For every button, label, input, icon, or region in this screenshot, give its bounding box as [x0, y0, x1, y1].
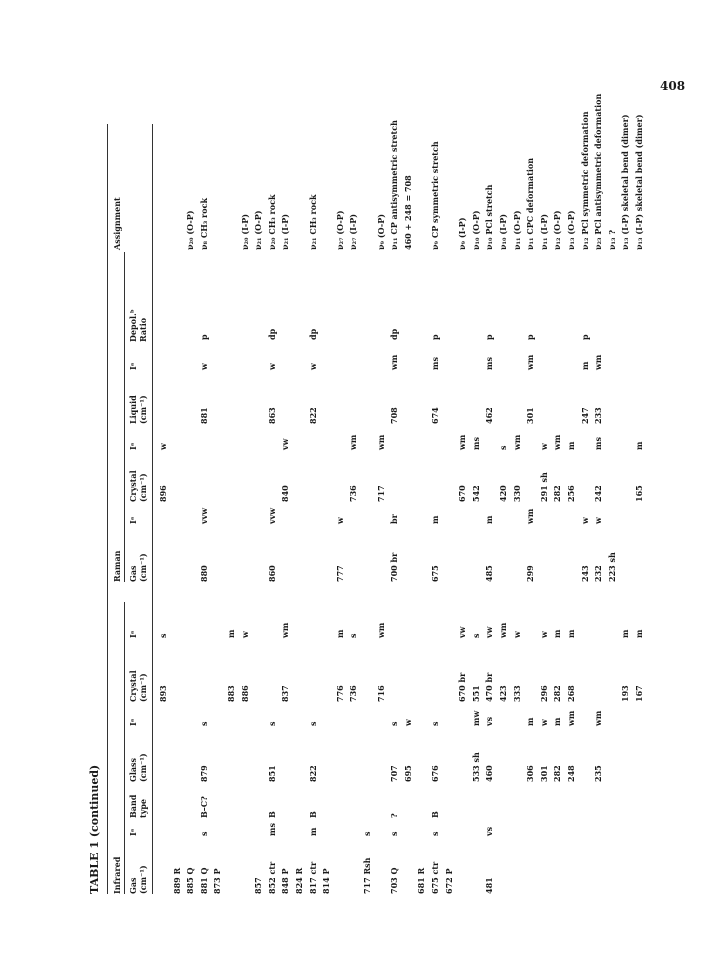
cell-assign: ν₈ CH₃ rock [198, 197, 209, 250]
cell-glass: 282 [552, 765, 563, 782]
cell-assign: ν₂₁ (O-P) [253, 210, 264, 250]
cell-ir-i: m [307, 827, 318, 836]
cell-glass-i: m [552, 717, 563, 726]
cell-band: B [430, 811, 440, 818]
cell-glass-i: w [538, 719, 549, 726]
cell-assign: ν₁₁ CP antisymmetric stretch [389, 120, 400, 250]
cell-assign: ν₂₁ CH₃ rock [307, 194, 318, 250]
cell-r-crystal: 291 sh [538, 472, 549, 502]
cell-assign: ν₁₂ PCl symmetric deformation [579, 111, 590, 250]
cell-crystal: 886 [239, 685, 250, 702]
col-ir-gas-unit: (cm⁻¹) [138, 865, 148, 894]
page-number: 408 [660, 79, 686, 93]
cell-assign: ν₉ (I-P) [457, 217, 468, 250]
cell-glass: 695 [402, 765, 413, 782]
cell-glass-i: m [525, 717, 536, 726]
col-r-gas-i: Iᵃ [128, 516, 138, 524]
cell-glass: 822 [307, 765, 318, 782]
cell-crystal-i: w [511, 631, 522, 638]
cell-crystal: 670 br [457, 672, 468, 702]
col-crystal-i: Iᵃ [128, 630, 138, 638]
cell-r-gas: 777 [334, 565, 345, 582]
cell-crystal-i: w [239, 631, 250, 638]
col-glass: Glass [128, 757, 138, 782]
cell-glass: 676 [430, 765, 440, 782]
cell-r-gas-i: vvw [266, 507, 277, 524]
cell-ir-gas: 852 ctr [266, 861, 277, 894]
cell-glass: 707 [389, 765, 400, 782]
cell-glass: 248 [566, 765, 576, 782]
cell-ir-gas: 672 P [443, 868, 454, 894]
cell-glass-i: s [389, 721, 400, 726]
cell-depol: dp [389, 328, 400, 340]
cell-assign: ν₁₃ (I-P) skeletal bend (dimer) [634, 114, 644, 250]
cell-liquid-i: ms [430, 357, 440, 370]
cell-crystal-i: m [566, 629, 576, 638]
group-raman: Raman [112, 550, 122, 582]
col-r-crystal-unit: (cm⁻¹) [138, 473, 148, 502]
col-r-crystal-i: Iᵃ [128, 442, 138, 450]
col-depol: Depol.ᵇ [128, 309, 138, 342]
cell-ir-gas: 703 Q [389, 867, 400, 894]
cell-r-crystal: 736 [348, 485, 359, 502]
cell-assign: ν₁₁ (O-P) [511, 210, 522, 250]
cell-liquid-i: m [579, 361, 590, 370]
cell-crystal-i: w [538, 631, 549, 638]
cell-r-gas-i: w [579, 517, 590, 524]
cell-glass-i: s [430, 721, 440, 726]
cell-assign: ν₂₀ (I-P) [239, 214, 250, 250]
col-depol-ratio: Ratio [138, 317, 148, 342]
col-liquid-i: Iᵃ [128, 362, 138, 370]
cell-ir-gas: 857 [253, 877, 264, 894]
cell-liquid: 863 [266, 407, 277, 424]
cell-glass-i: wm [593, 710, 604, 726]
cell-ir-i: ms [266, 823, 277, 836]
cell-ir-gas: 481 [484, 877, 495, 894]
cell-r-gas-i: m [430, 515, 440, 524]
cell-r-gas: 243 [579, 565, 590, 582]
col-crystal: Crystal [128, 670, 138, 702]
col-liquid-unit: (cm⁻¹) [138, 395, 148, 424]
cell-liquid-i: w [266, 363, 277, 370]
cell-ir-i: s [362, 831, 372, 836]
cell-depol: p [198, 334, 209, 340]
cell-assign: ν₁₀ (O-P) [470, 210, 481, 250]
cell-crystal: 893 [158, 685, 168, 702]
table-title: TABLE 1 (continued) [88, 764, 101, 894]
cell-r-crystal-i: wm [511, 434, 522, 450]
cell-liquid-i: w [198, 363, 209, 370]
cell-crystal: 268 [566, 685, 576, 702]
cell-liquid: 247 [579, 407, 590, 424]
cell-ir-gas: 885 Q [185, 867, 196, 894]
cell-ir-gas: 681 R [416, 867, 427, 894]
cell-band: B [266, 811, 277, 818]
cell-crystal: 193 [620, 685, 631, 702]
cell-crystal: 282 [552, 685, 563, 702]
cell-liquid: 822 [307, 407, 318, 424]
cell-r-crystal-i: w [538, 443, 549, 450]
cell-assign: ν₁₁ (I-P) [538, 214, 549, 250]
cell-glass: 235 [593, 765, 604, 782]
header-rule [152, 124, 153, 894]
cell-r-crystal: 542 [470, 485, 481, 502]
cell-assign: ν₉ (O-P) [375, 213, 386, 250]
cell-r-gas: 860 [266, 565, 277, 582]
cell-crystal-i: m [334, 629, 345, 638]
cell-crystal-i: s [348, 633, 359, 638]
cell-r-crystal-i: m [634, 441, 644, 450]
col-glass-i: Iᵃ [128, 718, 138, 726]
cell-liquid: 708 [389, 407, 400, 424]
cell-r-gas: 299 [525, 565, 536, 582]
col-r-gas-unit: (cm⁻¹) [138, 553, 148, 582]
col-r-gas: Gas [128, 565, 138, 582]
cell-liquid: 881 [198, 407, 209, 424]
col-glass-unit: (cm⁻¹) [138, 753, 148, 782]
cell-r-crystal: 420 [498, 485, 508, 502]
group-infrared: Infrared [112, 856, 122, 894]
col-liquid: Liquid [128, 395, 138, 424]
cell-glass: 533 sh [470, 752, 481, 782]
cell-liquid-i: wm [525, 354, 536, 370]
cell-r-crystal: 330 [511, 485, 522, 502]
cell-assign: ν₂₀ CH₃ rock [266, 194, 277, 250]
cell-assign: ν₁₀ PCl stretch [484, 184, 495, 250]
cell-r-gas: 700 br [389, 552, 400, 582]
cell-assign: ν₁₂ (O-P) [552, 210, 563, 250]
col-band: Band [128, 794, 138, 818]
cell-band: B [307, 811, 318, 818]
cell-r-crystal-i: wm [375, 434, 386, 450]
cell-liquid-i: ms [484, 357, 495, 370]
cell-crystal-i: m [634, 629, 644, 638]
cell-assign: ν₁₃ (I-P) skeletal bend (dimer) [620, 114, 631, 250]
cell-glass: 851 [266, 765, 277, 782]
cell-ir-i: s [198, 831, 209, 836]
cell-ir-gas: 817 ctr [307, 861, 318, 894]
cell-crystal: 470 br [484, 672, 495, 702]
cell-crystal-i: vw [484, 626, 495, 638]
cell-ir-gas: 824 R [294, 867, 304, 894]
cell-glass-i: wm [566, 710, 576, 726]
cell-crystal-i: wm [280, 622, 291, 638]
group-assignment: Assignment [112, 197, 122, 250]
cell-liquid-i: wm [593, 354, 604, 370]
cell-r-crystal-i: vw [280, 438, 291, 450]
infrared-group-rule [124, 602, 125, 894]
cell-glass: 879 [198, 765, 209, 782]
cell-assign: 460 + 248 = 708 [402, 175, 413, 250]
cell-liquid: 233 [593, 407, 604, 424]
col-ir-i: Iᵃ [128, 828, 138, 836]
cell-crystal-i: m [552, 629, 563, 638]
cell-ir-gas: 675 ctr [430, 861, 440, 894]
cell-assign: ν₁₁ CPC deformation [525, 157, 536, 250]
cell-glass-i: w [402, 719, 413, 726]
cell-crystal-i: vw [457, 626, 468, 638]
cell-crystal: 333 [511, 685, 522, 702]
cell-depol: dp [307, 328, 318, 340]
cell-r-gas: 675 [430, 565, 440, 582]
cell-r-crystal-i: wm [552, 434, 563, 450]
cell-crystal-i: m [620, 629, 631, 638]
cell-r-crystal: 256 [566, 485, 576, 502]
cell-liquid: 462 [484, 407, 495, 424]
cell-glass-i: s [307, 721, 318, 726]
cell-crystal: 296 [538, 685, 549, 702]
cell-r-gas-i: m [484, 515, 495, 524]
cell-liquid: 301 [525, 407, 536, 424]
cell-crystal-i: s [470, 633, 481, 638]
cell-glass-i: vs [484, 716, 495, 726]
cell-depol: p [579, 334, 590, 340]
cell-assign: ν₁₃ (O-P) [566, 210, 576, 250]
rotated-table [80, 93, 660, 900]
cell-r-crystal: 840 [280, 485, 291, 502]
cell-ir-i: vs [484, 826, 495, 836]
cell-crystal-i: m [226, 629, 236, 638]
cell-r-crystal-i: ms [470, 437, 481, 450]
cell-r-crystal-i: ms [593, 437, 604, 450]
cell-r-crystal: 670 [457, 485, 468, 502]
cell-assign: ν₂₀ (O-P) [185, 210, 196, 250]
col-crystal-unit: (cm⁻¹) [138, 673, 148, 702]
cell-r-crystal: 242 [593, 485, 604, 502]
cell-r-gas-i: vvw [198, 507, 209, 524]
col-ir-gas: Gas [128, 877, 138, 894]
cell-crystal: 716 [375, 685, 386, 702]
cell-ir-i: s [389, 831, 400, 836]
raman-group-rule [124, 252, 125, 582]
cell-assign: ν₂₁ (I-P) [280, 214, 291, 250]
cell-r-crystal: 896 [158, 485, 168, 502]
cell-r-gas: 880 [198, 565, 209, 582]
cell-r-crystal-i: s [498, 445, 508, 450]
col-band-type: type [138, 798, 148, 818]
cell-depol: dp [266, 328, 277, 340]
col-r-crystal: Crystal [128, 470, 138, 502]
cell-depol: p [430, 334, 440, 340]
cell-glass: 306 [525, 765, 536, 782]
cell-band: ? [389, 813, 400, 818]
cell-r-crystal-i: m [566, 441, 576, 450]
cell-crystal: 167 [634, 685, 644, 702]
cell-r-gas: 232 [593, 565, 604, 582]
cell-r-gas-i: br [389, 514, 400, 524]
cell-liquid-i: w [307, 363, 318, 370]
top-rule [107, 124, 108, 894]
cell-glass-i: s [266, 721, 277, 726]
cell-r-crystal-i: w [158, 443, 168, 450]
cell-crystal: 776 [334, 685, 345, 702]
cell-liquid-i: wm [389, 354, 400, 370]
cell-band: B–C? [198, 796, 209, 818]
cell-r-crystal: 717 [375, 485, 386, 502]
cell-r-crystal: 165 [634, 485, 644, 502]
cell-depol: p [525, 334, 536, 340]
cell-assign: ν₂₇ (I-P) [348, 214, 359, 250]
cell-crystal-i: wm [375, 622, 386, 638]
cell-r-crystal-i: wm [457, 434, 468, 450]
cell-assign: ν₁₀ (I-P) [498, 214, 508, 250]
cell-ir-gas: 881 Q [198, 867, 209, 894]
cell-ir-i: s [430, 831, 440, 836]
cell-glass: 460 [484, 765, 495, 782]
cell-r-gas-i: wm [525, 508, 536, 524]
cell-glass: 301 [538, 765, 549, 782]
cell-crystal-i: wm [498, 622, 508, 638]
cell-ir-gas: 848 P [280, 868, 291, 894]
cell-crystal-i: s [158, 633, 168, 638]
cell-depol: p [484, 334, 495, 340]
cell-r-gas: 485 [484, 565, 495, 582]
cell-ir-gas: 717 Rsh [362, 857, 372, 894]
cell-assign: ν₉ CP symmetric stretch [430, 141, 440, 250]
cell-ir-gas: 873 P [212, 868, 223, 894]
cell-assign: ν₂₇ (O-P) [334, 210, 345, 250]
cell-glass-i: mw [470, 710, 481, 726]
cell-assign: ν₂₃ PCl antisymmetric deformation [593, 93, 604, 250]
cell-crystal: 423 [498, 685, 508, 702]
cell-r-crystal-i: wm [348, 434, 359, 450]
cell-r-gas-i: w [593, 517, 604, 524]
cell-r-gas: 223 sh [606, 552, 617, 582]
cell-crystal: 551 [470, 685, 481, 702]
cell-ir-gas: 889 R [171, 867, 182, 894]
cell-r-gas-i: w [334, 517, 345, 524]
cell-r-crystal: 282 [552, 485, 563, 502]
cell-glass-i: s [198, 721, 209, 726]
cell-crystal: 883 [226, 685, 236, 702]
cell-ir-gas: 814 P [321, 868, 332, 894]
cell-liquid: 674 [430, 407, 440, 424]
cell-crystal: 736 [348, 685, 359, 702]
cell-crystal: 837 [280, 685, 291, 702]
cell-assign: ν₁₃ ? [606, 229, 617, 250]
